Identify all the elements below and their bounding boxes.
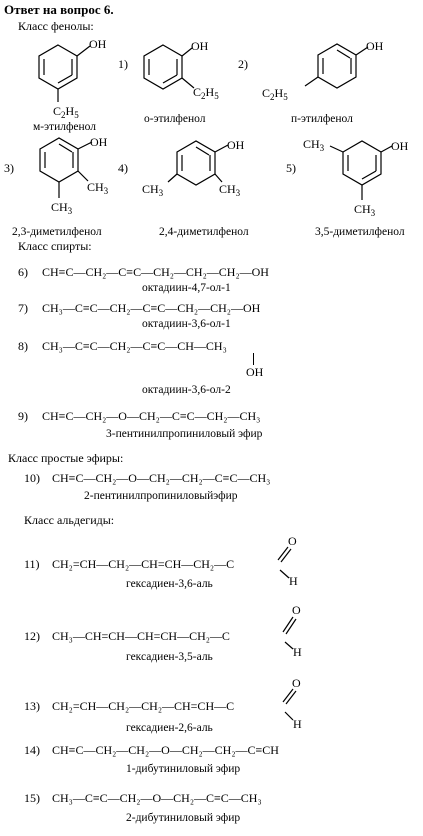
ether-formula-15: CH₃—C≡C—CH₂—O—CH₂—C≡C—CH₃ [52, 791, 262, 805]
aldehyde-13-o: O [292, 676, 301, 690]
ether-formula-10: CH≡C—CH₂—O—CH₂—CH₂—C≡C—CH₃ [52, 471, 271, 485]
phenol-number-3: 3) [4, 161, 14, 175]
ethers-heading: Класс простые эфиры: [8, 451, 124, 465]
m-ethylphenol-oh: OH [89, 37, 107, 51]
ether-number-14: 14) [24, 743, 40, 757]
2-3-dimethylphenol-methyl-b: $CH_3$ [51, 200, 73, 216]
alcohols-heading: Класс спирты: [18, 239, 92, 253]
2-3-dimethylphenol-methyl-a: $CH_3$ [87, 180, 109, 196]
ether-name-10: 2-пентинилпропиниловыйэфир [84, 490, 238, 502]
alcohol-number-7: 7) [18, 301, 28, 315]
aldehyde-name-12: гексадиен-3,5-аль [126, 651, 213, 663]
phenol-name-p-ethyl: п-этилфенол [291, 113, 353, 125]
2-4-dimethylphenol-methyl-b: $CH_3$ [142, 182, 164, 198]
aldehyde-number-13: 13) [24, 699, 40, 713]
ether-formula-14: CH≡C—CH₂—CH₂—O—CH₂—CH₂—C≡CH [52, 743, 279, 757]
aldehyde-number-11: 11) [24, 557, 40, 571]
phenol-name-o-ethyl: о-этилфенол [144, 113, 206, 125]
2-3-dimethylphenol-oh: OH [90, 135, 108, 149]
aldehyde-name-11: гексадиен-3,6-аль [126, 578, 213, 590]
3-5-dimethylphenol-methyl-a: $CH_3$ [303, 137, 325, 153]
ether-number-15: 15) [24, 791, 40, 805]
phenol-name-2-4-dimethyl: 2,4-диметилфенол [159, 226, 249, 238]
m-ethylphenol-ethyl: $C_2H_5$ [53, 104, 79, 120]
2-4-dimethylphenol-oh: OH [227, 138, 245, 152]
alcohol-number-6: 6) [18, 265, 28, 279]
phenol-number-2: 2) [238, 57, 248, 71]
alcohol-formula-6: CH≡C—CH₂—C≡C—CH₂—CH₂—CH₂—OH [42, 265, 269, 279]
alcohol-8-oh: OH [246, 365, 264, 379]
alcohol-formula-8: CH₃—C≡C—CH₂—C≡C—CH—CH₃ [42, 339, 227, 353]
aldehyde-13-h: H [293, 717, 302, 731]
ether-name-14: 1-дибутиниловый эфир [126, 763, 241, 775]
o-ethylphenol-ethyl: $C_2H_5$ [193, 85, 219, 101]
aldehyde-name-13: гексадиен-2,6-аль [126, 722, 213, 734]
aldehyde-formula-13: CH₂=CH—CH₂—CH₂—CH=CH—C [52, 699, 235, 713]
phenol-name-2-3-dimethyl: 2,3-диметилфенол [12, 226, 102, 238]
phenol-name-3-5-dimethyl: 3,5-диметилфенол [315, 226, 405, 238]
aldehyde-13-carbonyl-bond [283, 689, 296, 720]
aldehydes-heading: Класс альдегиды: [24, 513, 115, 527]
aldehyde-12-o: O [292, 603, 301, 617]
phenol-number-5: 5) [286, 161, 296, 175]
alcohol-name-6: октадиин-4,7-ол-1 [142, 282, 231, 294]
aldehyde-11-h: H [289, 574, 298, 588]
3-5-dimethylphenol-oh: OH [391, 139, 409, 153]
aldehyde-12-carbonyl-bond [283, 617, 296, 649]
p-ethylphenol-oh: OH [366, 39, 384, 53]
alcohol-name-9: 3-пентинилпропиниловый эфир [106, 428, 263, 440]
phenol-number-1: 1) [118, 57, 128, 71]
aldehyde-11-o: O [288, 534, 297, 548]
aldehyde-number-12: 12) [24, 629, 40, 643]
ether-number-10: 10) [24, 471, 40, 485]
alcohol-formula-7: CH₃—C≡C—CH₂—C≡C—CH₂—CH₂—OH [42, 301, 261, 315]
phenol-number-4: 4) [118, 161, 128, 175]
phenol-name-m-ethyl: м-этилфенол [33, 121, 97, 133]
alcohol-number-9: 9) [18, 409, 28, 423]
aldehyde-formula-12: CH₃—CH=CH—CH=CH—CH₂—C [52, 629, 230, 643]
p-ethylphenol-ethyl: $C_2H_5$ [262, 86, 288, 102]
phenols-heading: Класс фенолы: [18, 19, 94, 33]
aldehyde-11-carbonyl-bond [278, 547, 291, 578]
alcohol-number-8: 8) [18, 339, 28, 353]
ether-name-15: 2-дибутиниловый эфир [126, 812, 241, 824]
alcohol-formula-9: CH≡C—CH₂—O—CH₂—C≡C—CH₂—CH₃ [42, 409, 261, 423]
aldehyde-formula-11: CH₂=CH—CH₂—CH=CH—CH₂—C [52, 557, 235, 571]
aldehyde-12-h: H [293, 645, 302, 659]
2-4-dimethylphenol-methyl-a: $CH_3$ [219, 182, 241, 198]
3-5-dimethylphenol-methyl-b: $CH_3$ [354, 202, 376, 218]
page-title: Ответ на вопрос 6. [4, 2, 114, 17]
alcohol-name-8: октадиин-3,6-ол-2 [142, 384, 231, 396]
alcohol-name-7: октадиин-3,6-ол-1 [142, 318, 231, 330]
o-ethylphenol-oh: OH [191, 39, 209, 53]
